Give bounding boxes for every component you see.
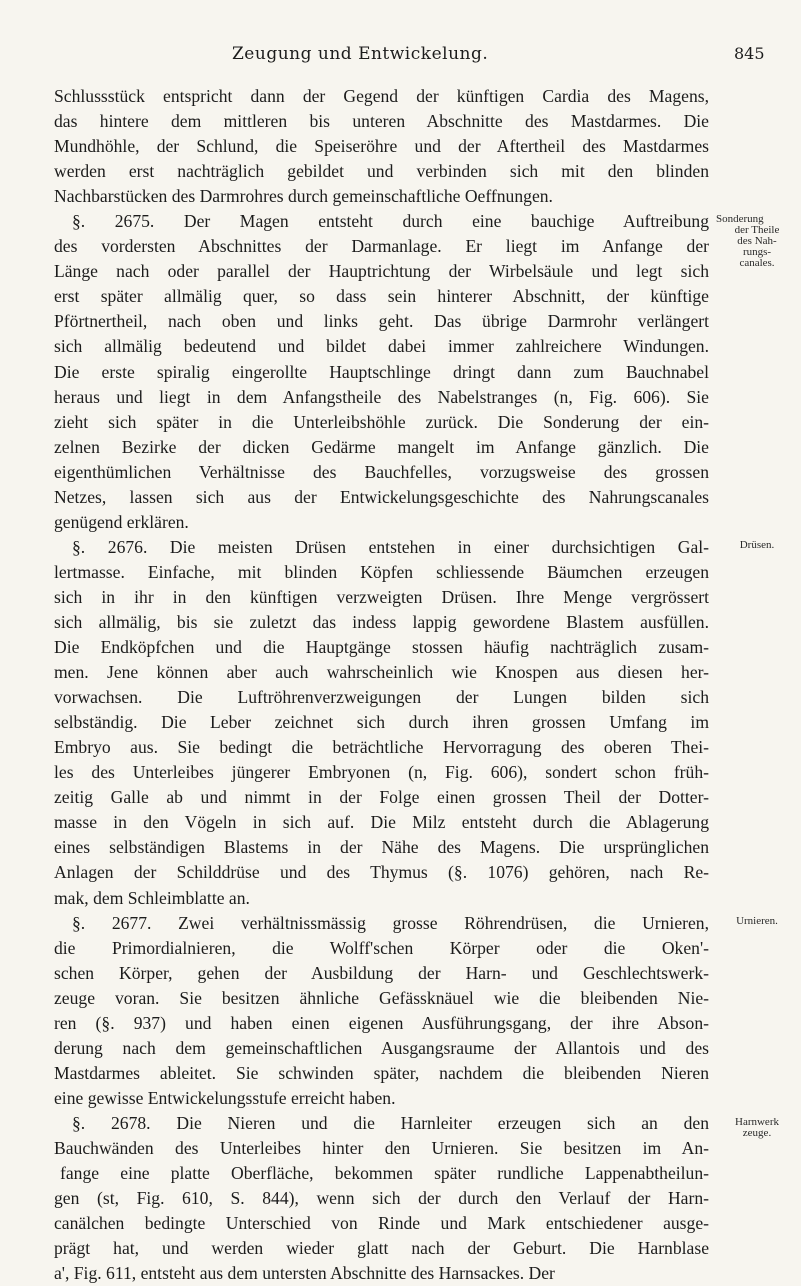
text-line: §. 2675. Der Magen entsteht durch eine bauchige Auftreibung	[72, 211, 709, 232]
text-line: Nachbarstücken des Darmrohres durch gemeinschaftliche Oeffnungen.	[54, 186, 553, 207]
text-line: Bauchwänden des Unterleibes hinter den Urnieren. Sie besitzen im An-	[54, 1137, 709, 1158]
text-line: derung nach dem gemeinschaftlichen Ausgangsraume der Allantois und des	[54, 1037, 709, 1058]
text-line: fange eine platte Oberfläche, bekommen später rundliche Lappenabtheilun-	[60, 1163, 709, 1184]
text-line: eines selbständigen Blastems in der Nähe des Magens. Die ursprünglichen	[54, 837, 709, 858]
text-line: die Primordialnieren, die Wolff'schen Körper oder die Oken'-	[54, 937, 709, 958]
text-line: des vordersten Abschnittes der Darmanlage. Er liegt im Anfange der	[54, 236, 709, 257]
running-title: Zeugung und Entwickelung.	[232, 44, 489, 64]
text-line: Anlagen der Schilddrüse und des Thymus (§. 1076) gehören, nach Re-	[54, 862, 709, 883]
text-line: sich allmälig bedeutend und bildet dabei immer zahlreichere Windungen.	[54, 336, 709, 357]
body-text	[54, 84, 709, 1286]
text-line: Die erste spiralig eingerollte Hauptschlinge dringt dann zum Bauchnabel	[54, 361, 709, 382]
margin-note-line: zeuge.	[742, 1127, 772, 1139]
text-line: sich in ihr in den künftigen verzweigten Drüsen. Ihre Menge vergrössert	[54, 586, 709, 607]
text-line: Pförtnertheil, nach oben und links geht. Das übrige Darmrohr verlängert	[54, 311, 709, 332]
text-line: a', Fig. 611, entsteht aus dem untersten Abschnitte des Harnsackes. Der	[54, 1263, 555, 1284]
text-line: mak, dem Schleimblatte an.	[54, 887, 250, 908]
margin-note-urnieren	[716, 916, 798, 927]
text-line: Die Endköpfchen und die Hauptgänge stossen häufig nachträglich zusam-	[54, 637, 709, 658]
text-line: canälchen bedingte Unterschied von Rinde und Mark entschiedener ausge-	[54, 1213, 709, 1234]
margin-note-sonderung	[716, 214, 798, 269]
text-line: sich allmälig, bis sie zuletzt das indess lappig gewordene Blastem ausfüllen.	[54, 611, 709, 632]
margin-note-druesen	[716, 540, 798, 551]
text-line: vorwachsen. Die Luftröhrenverzweigungen der Lungen bilden sich	[54, 687, 709, 708]
page-number: 845	[734, 44, 765, 63]
text-line: eine gewisse Entwickelungsstufe erreicht haben.	[54, 1087, 396, 1108]
text-line: §. 2677. Zwei verhältnissmässig grosse Röhrendrüsen, die Urnieren,	[72, 912, 709, 933]
text-line: werden erst nachträglich gebildet und verbinden sich mit den blinden	[54, 161, 709, 182]
text-line: zieht sich später in die Unterleibshöhle zurück. Die Sonderung der ein-	[54, 411, 709, 432]
text-line: §. 2676. Die meisten Drüsen entstehen in einer durchsichtigen Gal-	[72, 536, 709, 557]
text-line: men. Jene können aber auch wahrscheinlich wie Knospen aus diesen her-	[54, 662, 709, 683]
text-line: schen Körper, gehen der Ausbildung der Harn- und Geschlechtswerk-	[54, 962, 709, 983]
text-line: ren (§. 937) und haben einen eigenen Ausführungsgang, der ihre Abson-	[54, 1012, 709, 1033]
text-line: selbständig. Die Leber zeichnet sich durch ihren grossen Umfang im	[54, 712, 709, 733]
text-line: zeuge voran. Sie besitzen ähnliche Gefässknäuel wie die bleibenden Nie-	[54, 987, 709, 1008]
margin-note-line: Urnieren.	[736, 915, 778, 927]
text-line: prägt hat, und werden wieder glatt nach der Geburt. Die Harnblase	[54, 1238, 709, 1259]
text-line: Embryo aus. Sie bedingt die beträchtliche Hervorragung des oberen Thei-	[54, 737, 709, 758]
text-line: lertmasse. Einfache, mit blinden Köpfen schliessende Bäumchen erzeugen	[54, 561, 709, 582]
text-line: genügend erklären.	[54, 511, 189, 532]
running-header	[0, 44, 801, 66]
margin-note-line: Sonderung	[716, 213, 764, 225]
text-line: erst später allmälig quer, so dass sein hinterer Abschnitt, der künftige	[54, 286, 709, 307]
text-line: masse in den Vögeln in sich auf. Die Milz entsteht durch die Ablagerung	[54, 812, 709, 833]
text-line: heraus und liegt in dem Anfangstheile des Nabelstranges (n, Fig. 606). Sie	[54, 386, 709, 407]
text-line: Netzes, lassen sich aus der Entwickelungsgeschichte des Nahrungscanales	[54, 486, 709, 507]
margin-note-harnwerkzeuge	[716, 1117, 798, 1139]
text-line: zeitig Galle ab und nimmt in der Folge einen grossen Theil der Dotter-	[54, 787, 709, 808]
margin-note-line: canales.	[739, 257, 775, 269]
text-line: eigenthümlichen Verhältnisse des Bauchfelles, vorzugsweise des grossen	[54, 461, 709, 482]
margin-note-line: rungs-	[742, 246, 772, 258]
text-line: Schlussstück entspricht dann der Gegend der künftigen Cardia des Magens,	[54, 86, 709, 106]
margin-note-line: der Theile	[734, 224, 780, 236]
text-line: §. 2678. Die Nieren und die Harnleiter erzeugen sich an den	[72, 1112, 709, 1133]
text-line: Mastdarmes ableitet. Sie schwinden später, nachdem die bleibenden Nieren	[54, 1062, 709, 1083]
margin-note-line: des Nah-	[737, 235, 777, 247]
text-line: Mundhöhle, der Schlund, die Speiseröhre und der Aftertheil des Mastdarmes	[54, 136, 709, 157]
margin-note-line: Harnwerk	[735, 1116, 779, 1128]
text-line: les des Unterleibes jüngerer Embryonen (n, Fig. 606), sondert schon früh-	[54, 762, 709, 783]
text-line: zelnen Bezirke der dicken Gedärme mangelt im Anfange gänzlich. Die	[54, 436, 709, 457]
text-line: das hintere dem mittleren bis unteren Abschnitte des Mastdarmes. Die	[54, 111, 709, 132]
margin-note-line: Drüsen.	[739, 539, 775, 551]
text-line: gen (st, Fig. 610, S. 844), wenn sich der durch den Verlauf der Harn-	[54, 1188, 709, 1209]
text-line: Länge nach oder parallel der Hauptrichtung der Wirbelsäule und legt sich	[54, 261, 709, 282]
